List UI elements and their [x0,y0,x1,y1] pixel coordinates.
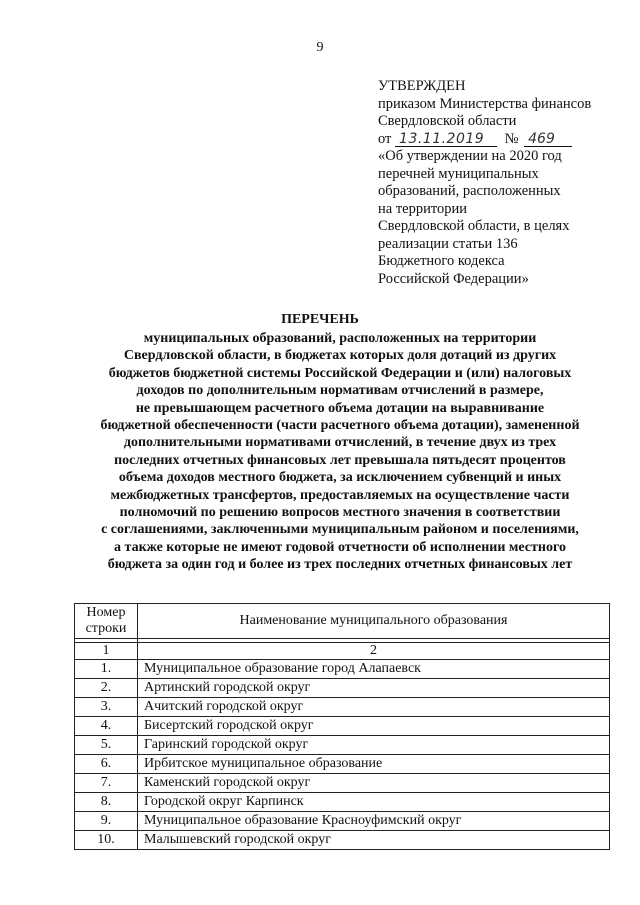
subtitle-line: полномочий по решению вопросов местного значения в соответствии [119,505,561,521]
approval-line: Российской Федерации» [378,270,529,287]
row-number: 10. [75,831,138,850]
column-index-row [75,643,610,660]
table-row [75,717,610,736]
row-name: Муниципальное образование город Алапаевск [138,660,610,679]
header-name: Наименование муниципального образования [138,604,610,639]
approval-line: приказом Министерства финансов [378,95,592,112]
table-row [75,831,610,850]
table-row [75,774,610,793]
row-number: 4. [75,717,138,736]
row-name: Муниципальное образование Красноуфимский округ [138,812,610,831]
subtitle-line: бюджетов бюджетной системы Российской Федерации и (или) налоговых [108,365,572,381]
approval-date-line [378,131,628,149]
from-label: от [378,130,392,147]
subtitle-line: с соглашениями, заключенными муниципальным районом и поселениями, [101,522,579,538]
row-name: Бисертский городской округ [138,717,610,736]
document-subtitle [70,330,610,574]
handwritten-number: 469 [524,132,572,147]
row-number: 3. [75,698,138,717]
row-name: Ирбитское муниципальное образование [138,755,610,774]
subtitle-line: Свердловской области, в бюджетах которых доля дотаций из других [123,348,557,364]
approval-line: перечней муниципальных [378,165,539,182]
subtitle-line: бюджета за один год и более из трех последних отчетных финансовых лет [107,557,573,573]
subtitle-line: муниципальных образований, расположенных на территории [143,331,537,346]
subtitle-line: дополнительными нормативами отчислений, в течение двух из трех [123,435,557,451]
approval-block [378,78,628,288]
row-name: Городской округ Карпинск [138,793,610,812]
header-number-line: строки [85,621,127,636]
subtitle-line: а также которые не имеют годовой отчетности об исполнении местного [114,539,566,555]
row-number: 1. [75,660,138,679]
approval-line: образований, расположенных [378,183,561,199]
column-index: 2 [138,643,610,660]
handwritten-date: 13.11.2019 [395,132,497,147]
approval-line: Свердловской области [378,113,517,129]
row-number: 7. [75,774,138,793]
approval-line: Бюджетного кодекса [378,253,505,269]
row-name: Гаринский городской округ [138,736,610,755]
table-row [75,755,610,774]
table-row [75,812,610,831]
subtitle-line: последних отчетных финансовых лет превышала пятьдесят процентов [114,452,566,468]
subtitle-line: бюджетной обеспеченности (части расчетного объема дотации), замененной [100,418,580,434]
row-name: Артинский городской округ [138,679,610,698]
subtitle-line: межбюджетных трансфертов, предоставляемых на осуществление части [110,487,570,503]
column-index: 1 [75,643,138,660]
header-number [75,604,138,639]
table-row [75,736,610,755]
row-number: 5. [75,736,138,755]
number-label: № [504,130,519,147]
approval-line: «Об утверждении на 2020 год [378,148,562,164]
row-number: 9. [75,812,138,831]
page-number: 9 [316,40,324,55]
table-row [75,660,610,679]
row-number: 8. [75,793,138,812]
row-number: 2. [75,679,138,698]
subtitle-line: объема доходов местного бюджета, за исключением субвенций и иных [118,470,562,486]
table-row [75,793,610,812]
approval-line: реализации статьи 136 [378,235,518,252]
document-title: ПЕРЕЧЕНЬ [281,312,359,327]
row-name: Малышевский городской округ [138,831,610,850]
row-name: Каменский городской округ [138,774,610,793]
table-row [75,698,610,717]
approval-heading: УТВЕРЖДЕН [378,78,466,94]
table-row [75,679,610,698]
approval-line: на территории [378,200,468,217]
subtitle-line: доходов по дополнительным нормативам отчислений в размере, [136,383,544,399]
subtitle-line: не превышающем расчетного объема дотации на выравнивание [135,400,545,416]
row-number: 6. [75,755,138,774]
approval-line: Свердловской области, в целях [378,218,570,234]
table-header-row [75,604,610,639]
municipalities-table [74,603,610,850]
row-name: Ачитский городской округ [138,698,610,717]
header-number-line: Номер [86,605,126,620]
